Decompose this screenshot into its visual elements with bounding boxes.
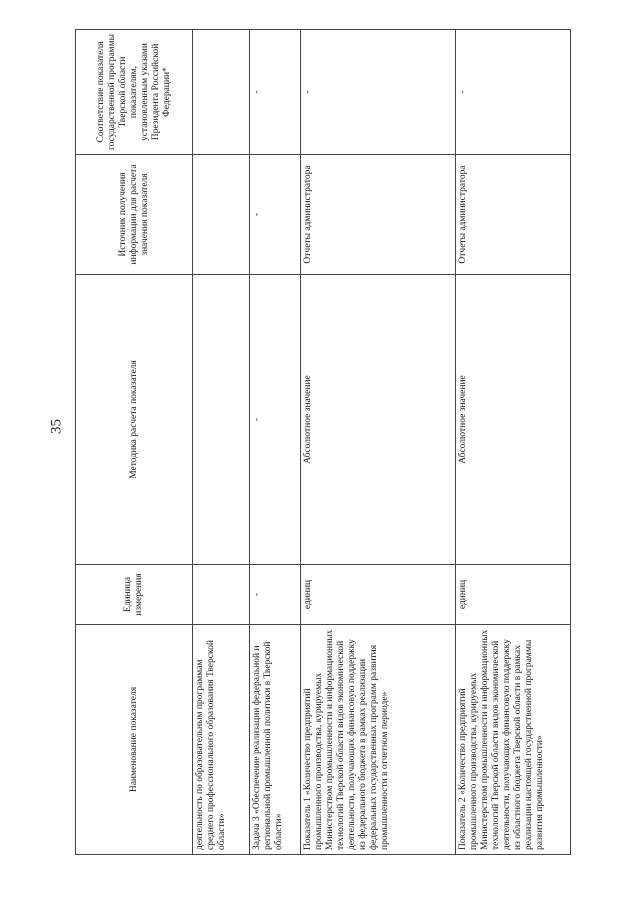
cell-method: Абсолютное значение xyxy=(301,275,456,565)
cell-match: - xyxy=(456,30,571,155)
table-row xyxy=(301,30,456,855)
cell-name: деятельность по образовательным программам среднего профессионального образования Тверской области» xyxy=(193,625,250,855)
cell-match: - xyxy=(301,30,456,155)
cell-unit: единиц xyxy=(301,565,456,625)
cell-match xyxy=(193,30,250,155)
cell-method xyxy=(193,275,250,565)
header-match: Соответствие показателя государственной программы Тверской области показателям, установленным указами Президента Российской Федерации* xyxy=(76,30,193,155)
header-method: Методика расчета показателя xyxy=(76,275,193,565)
header-source: Источник получения информации для расчета значения показателя xyxy=(76,155,193,275)
table-row xyxy=(250,30,301,855)
header-unit: Единица измерения xyxy=(76,565,193,625)
cell-unit: единиц xyxy=(456,565,571,625)
header-name: Наименование показателя xyxy=(76,625,193,855)
cell-unit: - xyxy=(250,565,301,625)
cell-name: Показатель 1 «Количество предприятий промышленного производства, курируемых Министерством промышленности и информационных технологий Тверской области видов экономической деятельности, получающих финансовую поддержку из федерального бюджета в рамках реализации федеральных государственных программ развития промышленности в отчетном периоде» xyxy=(301,625,456,855)
rotated-table-container xyxy=(75,30,565,855)
table-header-row xyxy=(76,30,193,855)
table-row xyxy=(456,30,571,855)
cell-unit xyxy=(193,565,250,625)
indicators-table xyxy=(75,29,571,855)
table-row xyxy=(193,30,250,855)
page-number: 35 xyxy=(48,419,65,434)
cell-match: - xyxy=(250,30,301,155)
cell-source: Отчеты администратора xyxy=(301,155,456,275)
cell-method: - xyxy=(250,275,301,565)
cell-source: Отчеты администратора xyxy=(456,155,571,275)
cell-source: - xyxy=(250,155,301,275)
cell-name: Показатель 2 «Количество предприятий промышленного производства, курируемых Министерством промышленности и информационных технологий Тверской области видов экономической деятельности, получающих финансовую поддержку из областного бюджета Тверской области в рамках реализации настоящей государственной программы развития промышленности» xyxy=(456,625,571,855)
cell-name: Задача 3 «Обеспечение реализации федеральной и региональной промышленной политики в Тверской области» xyxy=(250,625,301,855)
cell-method: Абсолютное значение xyxy=(456,275,571,565)
cell-source xyxy=(193,155,250,275)
